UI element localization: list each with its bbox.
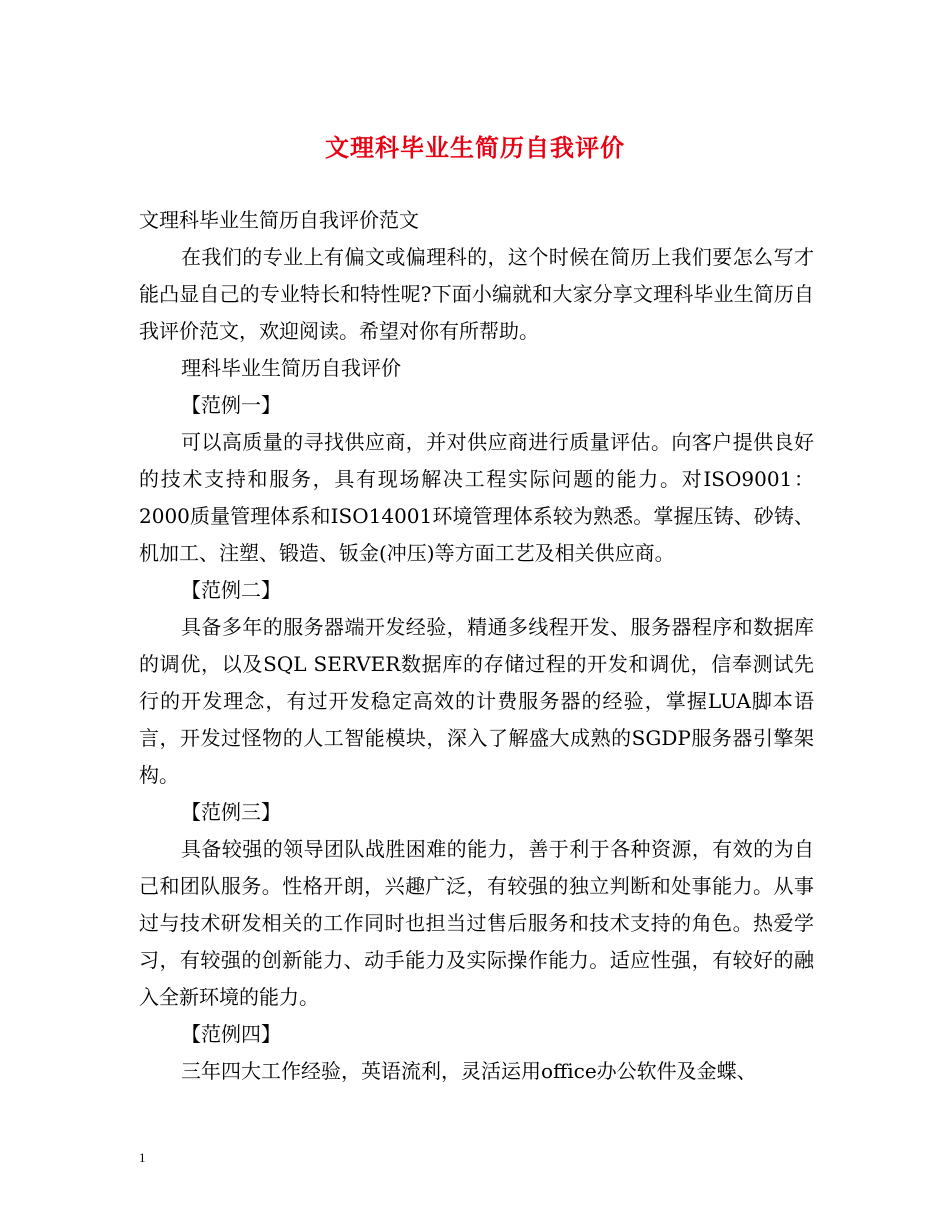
intro-paragraph: 在我们的专业上有偏文或偏理科的，这个时候在简历上我们要怎么写才能凸显自己的专业特长和特性呢?下面小编就和大家分享文理科毕业生简历自我评价范文，欢迎阅读。希望对你有所帮助。 xyxy=(139,245,814,343)
document-body xyxy=(139,202,814,1090)
section-heading: 理科毕业生简历自我评价 xyxy=(181,356,401,380)
example-4-label: 【范例四】 xyxy=(181,1022,281,1046)
example-3-label: 【范例三】 xyxy=(181,800,281,824)
example-2-label: 【范例二】 xyxy=(181,578,281,602)
example-4-text: 三年四大工作经验，英语流利，灵活运用office办公软件及金蝶、 xyxy=(181,1059,757,1083)
document-subtitle: 文理科毕业生简历自我评价范文 xyxy=(139,208,419,232)
example-3-text: 具备较强的领导团队战胜困难的能力，善于利于各种资源，有效的为自己和团队服务。性格开朗，兴趣广泛，有较强的独立判断和处事能力。从事过与技术研发相关的工作同时也担当过售后服务和技术支持的角色。热爱学习，有较强的创新能力、动手能力及实际操作能力。适应性强，有较好的融入全新环境的能力。 xyxy=(139,837,814,1009)
example-1-text: 可以高质量的寻找供应商，并对供应商进行质量评估。向客户提供良好的技术支持和服务，具有现场解决工程实际问题的能力。对ISO9001：2000质量管理体系和ISO14001环境管理体系较为熟悉。掌握压铸、砂铸、机加工、注塑、锻造、钣金(冲压)等方面工艺及相关供应商。 xyxy=(139,430,814,565)
page-number: 1 xyxy=(139,1150,146,1165)
example-1-label: 【范例一】 xyxy=(181,393,281,417)
example-2-text: 具备多年的服务器端开发经验，精通多线程开发、服务器程序和数据库的调优，以及SQL SERVER数据库的存储过程的开发和调优，信奉测试先行的开发理念，有过开发稳定高效的计费服务器的经验，掌握LUA脚本语言，开发过怪物的人工智能模块，深入了解盛大成熟的SGDP服务器引擎架构。 xyxy=(139,615,814,787)
document-title: 文理科毕业生简历自我评价 xyxy=(325,133,625,162)
